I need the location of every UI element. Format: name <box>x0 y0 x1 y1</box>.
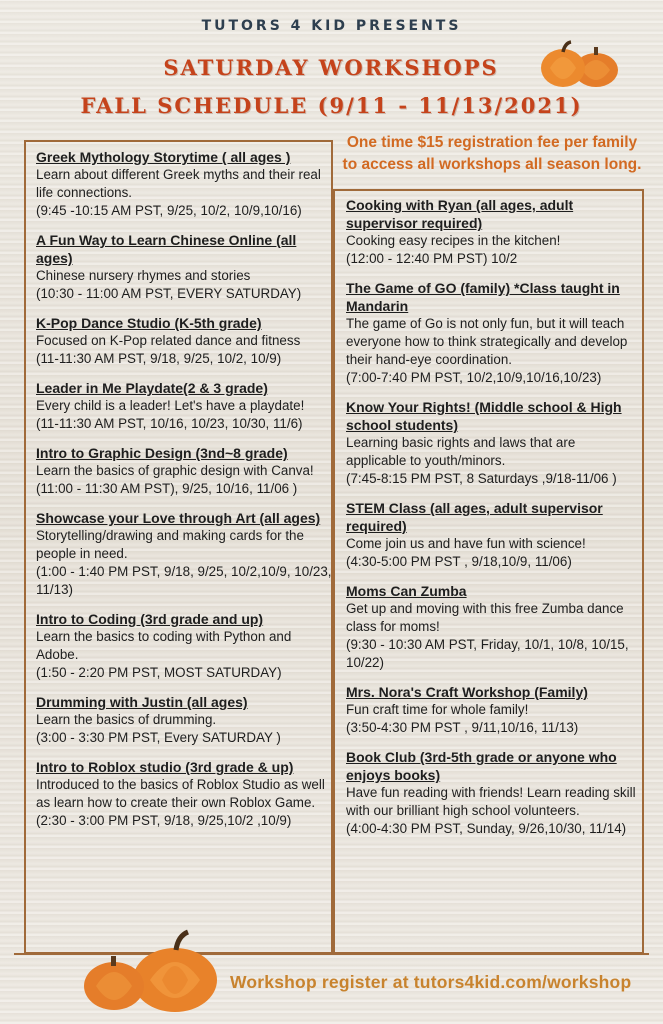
workshop-item <box>36 509 334 599</box>
workshop-item <box>36 379 334 433</box>
workshop-time: (11:00 - 11:30 AM PST), 9/25, 10/16, 11/06 ) <box>36 481 298 496</box>
workshop-time: (9:45 -10:15 AM PST, 9/25, 10/2, 10/9,10/16) <box>36 203 302 218</box>
workshop-item <box>346 582 638 672</box>
workshop-name: Greek Mythology Storytime ( all ages ) <box>36 149 291 165</box>
workshop-item <box>36 693 334 747</box>
workshop-description: Chinese nursery rhymes and stories <box>36 268 251 283</box>
workshop-item <box>36 610 334 682</box>
workshop-time: (7:00-7:40 PM PST, 10/2,10/9,10/16,10/23) <box>346 370 602 385</box>
workshop-description: Fun craft time for whole family! <box>346 702 529 717</box>
workshop-time: (3:50-4:30 PM PST , 9/11,10/16, 11/13) <box>346 720 579 735</box>
workshop-description: Introduced to the basics of Roblox Studio as well as learn how to create their own Roblox Game. <box>36 777 325 810</box>
workshop-item <box>346 196 638 268</box>
workshop-description: Focused on K-Pop related dance and fitness <box>36 333 301 348</box>
workshop-item <box>346 748 638 838</box>
workshop-description: Cooking easy recipes in the kitchen! <box>346 233 561 248</box>
workshop-name: Book Club (3rd-5th grade or anyone who enjoys books) <box>346 749 617 783</box>
workshop-description: The game of Go is not only fun, but it will teach everyone how to think strategically and develop their hand-eye coordination. <box>346 316 628 367</box>
workshop-description: Learn about different Greek myths and their real life connections. <box>36 167 321 200</box>
workshop-time: (4:00-4:30 PM PST, Sunday, 9/26,10/30, 11/14) <box>346 821 627 836</box>
workshop-time: (7:45-8:15 PM PST, 8 Saturdays ,9/18-11/06 ) <box>346 471 617 486</box>
workshop-item <box>36 444 334 498</box>
workshop-time: (3:00 - 3:30 PM PST, Every SATURDAY ) <box>36 730 281 745</box>
workshop-description: Learn the basics to coding with Python and Adobe. <box>36 629 292 662</box>
pumpkin-icon <box>80 928 222 1014</box>
workshop-name: Cooking with Ryan (all ages, adult supervisor required) <box>346 197 574 231</box>
workshop-item <box>346 398 638 488</box>
workshop-name: Drumming with Justin (all ages) <box>36 694 248 710</box>
workshop-time: (2:30 - 3:00 PM PST, 9/18, 9/25,10/2 ,10/9) <box>36 813 292 828</box>
workshop-description: Storytelling/drawing and making cards for the people in need. <box>36 528 304 561</box>
right-workshop-list <box>346 196 638 849</box>
workshop-time: (1:00 - 1:40 PM PST, 9/18, 9/25, 10/2,10/9, 10/23, 11/13) <box>36 564 332 597</box>
workshop-item <box>36 231 334 303</box>
workshop-name: Leader in Me Playdate(2 & 3 grade) <box>36 380 268 396</box>
workshop-name: Moms Can Zumba <box>346 583 467 599</box>
workshop-description: Have fun reading with friends! Learn reading skill with our brilliant high school volunteers. <box>346 785 636 818</box>
workshop-name: Intro to Roblox studio (3rd grade & up) <box>36 759 294 775</box>
workshop-time: (11-11:30 AM PST, 9/18, 9/25, 10/2, 10/9) <box>36 351 282 366</box>
workshop-item <box>36 148 334 220</box>
schedule-subtitle: FALL SCHEDULE (9/11 - 11/13/2021) <box>80 93 583 118</box>
workshop-name: Intro to Graphic Design (3nd~8 grade) <box>36 445 288 461</box>
left-workshop-list <box>36 148 334 841</box>
workshop-name: Intro to Coding (3rd grade and up) <box>36 611 264 627</box>
workshop-item <box>346 499 638 571</box>
workshop-item <box>36 314 334 368</box>
workshop-name: K-Pop Dance Studio (K-5th grade) <box>36 315 262 331</box>
workshop-description: Every child is a leader! Let's have a playdate! <box>36 398 305 413</box>
workshop-description: Learning basic rights and laws that are applicable to youth/minors. <box>346 435 576 468</box>
workshop-item <box>36 758 334 830</box>
workshop-time: (11-11:30 AM PST, 10/16, 10/23, 10/30, 11/6) <box>36 416 303 431</box>
workshop-time: (1:50 - 2:20 PM PST, MOST SATURDAY) <box>36 665 282 680</box>
pumpkin-icon <box>538 38 622 90</box>
workshop-time: (10:30 - 11:00 AM PST, EVERY SATURDAY) <box>36 286 302 301</box>
workshop-description: Come join us and have fun with science! <box>346 536 586 551</box>
workshop-time: (12:00 - 12:40 PM PST) 10/2 <box>346 251 518 266</box>
workshop-description: Learn the basics of graphic design with Canva! <box>36 463 314 478</box>
page-title: SATURDAY WORKSHOPS <box>163 55 499 80</box>
workshop-name: STEM Class (all ages, adult supervisor required) <box>346 500 603 534</box>
workshop-time: (9:30 - 10:30 AM PST, Friday, 10/1, 10/8, 10/15, 10/22) <box>346 637 629 670</box>
workshop-item <box>346 279 638 387</box>
workshop-description: Get up and moving with this free Zumba dance class for moms! <box>346 601 624 634</box>
register-link[interactable]: Workshop register at tutors4kid.com/workshop <box>230 972 632 992</box>
workshop-name: Know Your Rights! (Middle school & High school students) <box>346 399 622 433</box>
workshop-name: The Game of GO (family) *Class taught in Mandarin <box>346 280 620 314</box>
registration-fee-note: One time $15 registration fee per family to access all workshops all season long. <box>342 134 642 173</box>
workshop-item <box>346 683 638 737</box>
workshop-name: A Fun Way to Learn Chinese Online (all ages) <box>36 232 297 266</box>
workshop-name: Mrs. Nora's Craft Workshop (Family) <box>346 684 588 700</box>
workshop-name: Showcase your Love through Art (all ages) <box>36 510 321 526</box>
workshop-description: Learn the basics of drumming. <box>36 712 217 727</box>
workshop-time: (4:30-5:00 PM PST , 9/18,10/9, 11/06) <box>346 554 572 569</box>
presents-heading: TUTORS 4 KID PRESENTS <box>201 18 462 34</box>
